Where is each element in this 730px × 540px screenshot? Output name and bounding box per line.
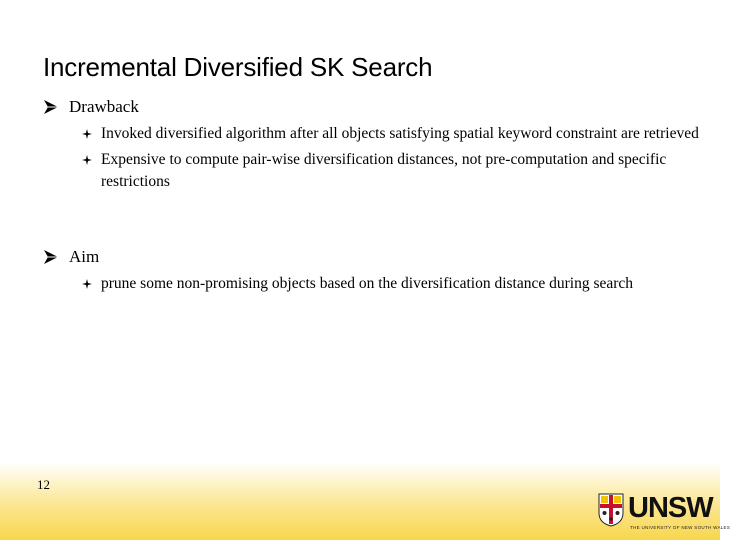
section-aim	[44, 246, 713, 295]
section-heading-label: Drawback	[69, 97, 139, 116]
section-heading	[44, 96, 713, 118]
list-item	[44, 149, 713, 193]
list-item	[44, 123, 713, 145]
page-number: 12	[37, 477, 50, 492]
arrowhead-icon	[44, 100, 58, 114]
bullet-list	[44, 273, 713, 295]
list-item	[44, 273, 713, 295]
four-point-diamond-icon	[82, 279, 92, 289]
bullet-text: Expensive to compute pair-wise diversification distances, not pre-computation and specific restrictions	[101, 151, 667, 190]
bullet-text: Invoked diversified algorithm after all objects satisfying spatial keyword constraint are retrieved	[101, 125, 699, 142]
four-point-diamond-icon	[82, 129, 92, 139]
bullet-text: prune some non-promising objects based on the diversification distance during search	[101, 275, 634, 292]
slide-title: Incremental Diversified SK Search	[43, 52, 433, 82]
four-point-diamond-icon	[82, 155, 92, 165]
section-heading-label: Aim	[69, 247, 100, 266]
unsw-logo-text: UNSW	[628, 492, 713, 524]
bullet-list	[44, 123, 713, 193]
unsw-crest-icon	[598, 493, 624, 527]
section-drawback	[44, 96, 713, 193]
unsw-logo-subtext: THE UNIVERSITY OF NEW SOUTH WALES	[630, 525, 730, 530]
section-heading	[44, 246, 713, 268]
arrowhead-icon	[44, 250, 58, 264]
